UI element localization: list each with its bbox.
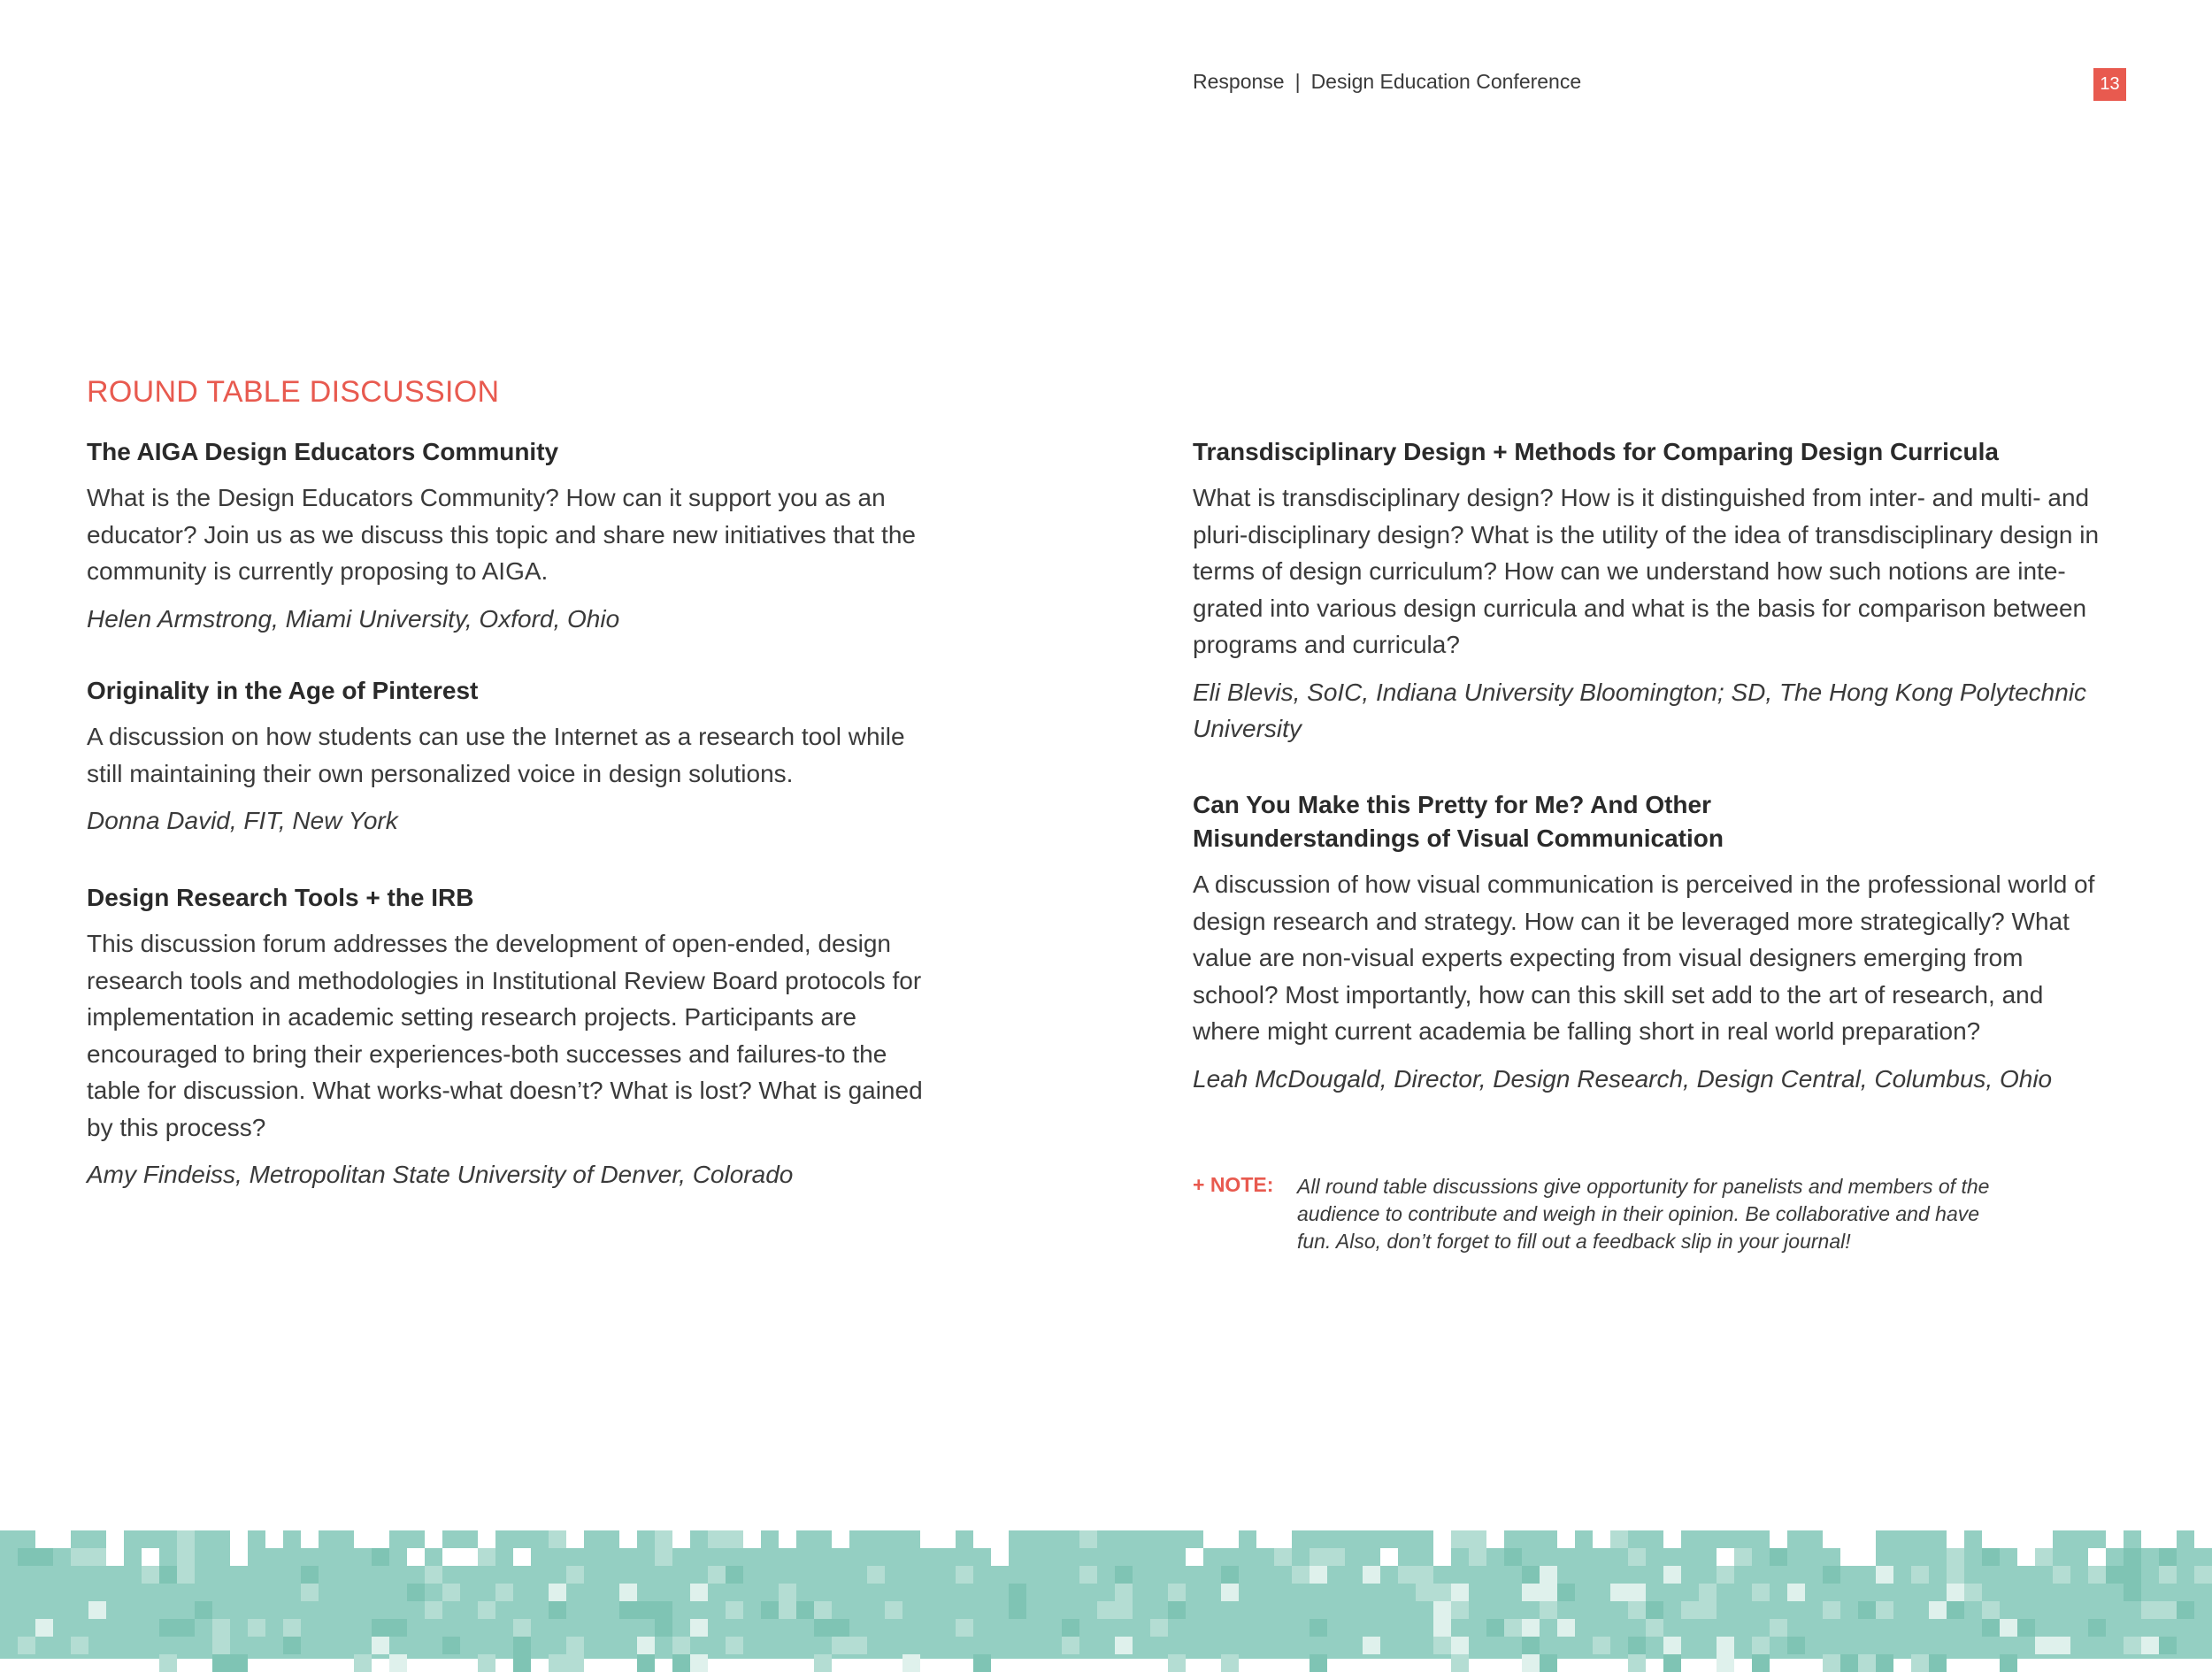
- pixel-tile: [672, 1637, 690, 1654]
- pixel-tile: [212, 1654, 230, 1672]
- pixel-tile: [1858, 1548, 1876, 1566]
- pixel-tile: [1593, 1530, 1610, 1548]
- pixel-tile: [1787, 1637, 1805, 1654]
- pixel-tile: [1557, 1619, 1575, 1637]
- pixel-tile: [372, 1530, 389, 1548]
- session-description: This discussion forum addresses the development of open-ended, design research tools and methodologies in Institutional Review Board protocols for implementation in academic setting research projects. Participants are encouraged to bring their experiences-both successes and failures-to the table for discussion. What works-what doesn’t? What is lost? What is gained by this process?: [87, 930, 923, 1141]
- note-text: All round table discussions give opportunity for panelists and members of the audience to contribute and weigh in their opinion. Be collaborative and have fun. Also, don’t forget to fill out a feedback slip in your journal!: [1297, 1175, 1990, 1253]
- pixel-tile: [672, 1530, 690, 1548]
- pixel-tile: [637, 1637, 655, 1654]
- pixel-tile: [1469, 1530, 1486, 1548]
- pixel-tile: [1221, 1584, 1239, 1601]
- pixel-tile: [832, 1530, 849, 1548]
- pixel-tile: [566, 1566, 584, 1584]
- pixel-tile: [1433, 1548, 1451, 1566]
- pixel-tile: [53, 1530, 71, 1548]
- pixel-tile: [1380, 1548, 1398, 1566]
- pixel-tile: [1097, 1601, 1115, 1619]
- pixel-tile: [212, 1637, 230, 1654]
- pixel-tile: [885, 1601, 902, 1619]
- pixel-tile: [549, 1601, 566, 1619]
- pixel-tile: [1823, 1566, 1840, 1584]
- pixel-tile: [478, 1530, 495, 1548]
- pixel-tile: [2106, 1566, 2124, 1584]
- pixel-tile: [177, 1619, 195, 1637]
- pixel-tile: [726, 1637, 743, 1654]
- pixel-tile: [1292, 1566, 1310, 1584]
- pixel-tile: [1433, 1584, 1451, 1601]
- pixel-tile: [2017, 1530, 2035, 1548]
- pixel-tile: [1221, 1530, 1239, 1548]
- header-title: Design Education Conference: [1310, 70, 1582, 93]
- session-speaker: Donna David, FIT, New York: [87, 807, 398, 834]
- pixel-tile: [637, 1601, 655, 1619]
- pixel-tile: [743, 1530, 761, 1548]
- pixel-tile: [35, 1548, 53, 1566]
- pixel-tile: [2017, 1548, 2035, 1566]
- pixel-tile: [1168, 1601, 1186, 1619]
- pixel-tile: [655, 1601, 672, 1619]
- pixel-tile: [230, 1530, 248, 1548]
- pixel-tile: [18, 1548, 35, 1566]
- pixel-tile: [2124, 1584, 2141, 1601]
- pixel-tile: [2035, 1530, 2053, 1548]
- pixel-tile: [2141, 1637, 2159, 1654]
- pixel-tile: [1734, 1548, 1752, 1566]
- pixel-tile: [1186, 1548, 1203, 1566]
- session-title: Originality in the Age of Pinterest: [87, 677, 479, 704]
- pixel-tile: [637, 1654, 655, 1672]
- pixel-tile: [1522, 1637, 1540, 1654]
- pixel-tile: [1168, 1654, 1186, 1672]
- pixel-tile: [1911, 1654, 1929, 1672]
- pixel-tile: [1699, 1584, 1717, 1601]
- pixel-tile: [1522, 1566, 1540, 1584]
- pixel-tile: [2053, 1637, 2070, 1654]
- pixel-tile: [1752, 1584, 1770, 1601]
- pixel-tile: [1929, 1654, 1947, 1672]
- pixel-tile: [1770, 1619, 1787, 1637]
- pixel-tile: [1115, 1584, 1133, 1601]
- pixel-tile: [230, 1548, 248, 1566]
- pixel-tile: [549, 1584, 566, 1601]
- pixel-tile: [195, 1601, 212, 1619]
- pixel-tile: [1947, 1530, 1964, 1548]
- pixel-tile: [230, 1654, 248, 1672]
- pixel-tile: [2159, 1530, 2177, 1548]
- pixel-tile: [142, 1566, 159, 1584]
- pixel-tile: [71, 1637, 88, 1654]
- pixel-tile: [1717, 1654, 1734, 1672]
- session-speaker: Leah McDougald, Director, Design Research, Design Central, Columbus, Ohio: [1193, 1064, 2053, 1093]
- pixel-tile: [619, 1530, 637, 1548]
- pixel-tile: [1876, 1601, 1893, 1619]
- pixel-tile: [248, 1619, 265, 1637]
- session-originality-pinterest: [87, 674, 936, 840]
- pixel-tile: [389, 1654, 407, 1672]
- pixel-tile: [779, 1601, 796, 1619]
- pixel-tile: [2124, 1637, 2141, 1654]
- pixel-tile: [354, 1530, 372, 1548]
- pixel-tile: [88, 1548, 106, 1566]
- pixel-tile: [478, 1548, 495, 1566]
- session-research-tools-irb: [87, 881, 936, 1193]
- pixel-tile: [549, 1530, 566, 1548]
- pixel-tile: [1823, 1654, 1840, 1672]
- pixel-tile: [88, 1601, 106, 1619]
- pixel-tile: [177, 1566, 195, 1584]
- pixel-tile: [779, 1530, 796, 1548]
- pixel-tile: [1079, 1566, 1097, 1584]
- pixel-tile: [779, 1584, 796, 1601]
- pixel-tile: [2159, 1601, 2177, 1619]
- pixel-tile: [283, 1619, 301, 1637]
- pixel-tile: [2141, 1601, 2159, 1619]
- pixel-tile: [2106, 1530, 2124, 1548]
- pixel-tile: [726, 1566, 743, 1584]
- pixel-tile: [71, 1548, 88, 1566]
- pixel-tile: [159, 1619, 177, 1637]
- pixel-tile: [1504, 1619, 1522, 1637]
- pixel-tile: [956, 1619, 973, 1637]
- pixel-tile: [1433, 1637, 1451, 1654]
- pixel-tile: [1628, 1584, 1646, 1601]
- pixel-tile: [495, 1584, 513, 1601]
- pixel-tile: [672, 1654, 690, 1672]
- pixel-tile: [1256, 1530, 1274, 1548]
- pixel-tile: [2194, 1566, 2212, 1584]
- pixel-tile: [1947, 1584, 1964, 1601]
- pixel-tile: [1433, 1601, 1451, 1619]
- session-description: A discussion of how visual communication is perceived in the professional world of design research and strategy. How can it be leveraged more strategically? What value are non-visual experts expecting from visual designers emerging from school? Most importantly, how can this skill set add to the art of research, and where might current academia be falling short in real world preparation?: [1193, 871, 2095, 1045]
- pixel-tile: [761, 1601, 779, 1619]
- pixel-tile: [1433, 1530, 1451, 1548]
- pixel-tile: [1310, 1654, 1327, 1672]
- pixel-tile: [796, 1601, 814, 1619]
- pixel-tile: [2194, 1530, 2212, 1548]
- pixel-tile: [2141, 1530, 2159, 1548]
- pixel-tile: [566, 1654, 584, 1672]
- pixel-tile: [690, 1654, 708, 1672]
- pixel-tile: [1522, 1654, 1540, 1672]
- pixel-tile: [1079, 1530, 1097, 1548]
- pixel-tile: [1451, 1584, 1469, 1601]
- pixel-tile: [1009, 1584, 1026, 1601]
- pixel-tile: [2000, 1530, 2017, 1548]
- pixel-tile: [35, 1530, 53, 1548]
- pixel-tile: [991, 1548, 1009, 1566]
- pixel-tile: [513, 1637, 531, 1654]
- pixel-tile: [1681, 1601, 1699, 1619]
- pixel-tile: [1486, 1619, 1504, 1637]
- pixel-tile: [35, 1619, 53, 1637]
- pixel-tile: [1451, 1637, 1469, 1654]
- pixel-tile: [1840, 1548, 1858, 1566]
- pixel-tile: [2124, 1548, 2141, 1566]
- pixel-tile: [1168, 1584, 1186, 1601]
- pixel-tile: [1699, 1601, 1717, 1619]
- page-number-badge: 13: [2093, 68, 2126, 101]
- pixel-tile: [1982, 1548, 2000, 1566]
- session-title: The AIGA Design Educators Community: [87, 438, 559, 465]
- pixel-tile: [372, 1548, 389, 1566]
- pixel-tile: [1628, 1601, 1646, 1619]
- pixel-tile: [1557, 1584, 1575, 1601]
- pixel-tile: [1787, 1584, 1805, 1601]
- pixel-tile: [1717, 1637, 1734, 1654]
- pixel-tile: [549, 1654, 566, 1672]
- session-make-this-pretty: [1193, 788, 2113, 1097]
- pixel-tile: [1964, 1584, 1982, 1601]
- pixel-tile: [1115, 1601, 1133, 1619]
- pixel-tile: [301, 1584, 319, 1601]
- pixel-tile: [1982, 1601, 2000, 1619]
- pixel-tile: [1610, 1530, 1628, 1548]
- pixel-tile: [1911, 1566, 1929, 1584]
- pixel-tile: [2159, 1548, 2177, 1566]
- pixel-tile: [902, 1654, 920, 1672]
- pixel-tile: [1876, 1566, 1893, 1584]
- pixel-tile: [1398, 1566, 1416, 1584]
- pixel-tile: [1274, 1530, 1292, 1548]
- pixel-tile: [566, 1637, 584, 1654]
- pixel-tile: [1947, 1548, 1964, 1566]
- pixel-tile: [1823, 1530, 1840, 1548]
- note-label: + NOTE:: [1193, 1173, 1274, 1196]
- pixel-tile: [1717, 1548, 1734, 1566]
- pixel-tile: [372, 1619, 389, 1637]
- pixel-pattern-footer: [0, 1530, 2212, 1659]
- pixel-tile: [2124, 1566, 2141, 1584]
- pixel-tile: [513, 1654, 531, 1672]
- session-description: A discussion on how students can use the Internet as a research tool while still maintaining their own personalized voice in design solutions.: [87, 723, 905, 787]
- pixel-tile: [655, 1548, 672, 1566]
- pixel-tile: [655, 1530, 672, 1548]
- pixel-tile: [2088, 1566, 2106, 1584]
- pixel-tile: [814, 1619, 832, 1637]
- pixel-tile: [619, 1601, 637, 1619]
- pixel-tile: [142, 1548, 159, 1566]
- pixel-tile: [832, 1619, 849, 1637]
- pixel-tile: [425, 1601, 442, 1619]
- session-aiga-community: [87, 435, 936, 637]
- pixel-tile: [1451, 1601, 1469, 1619]
- pixel-tile: [1115, 1566, 1133, 1584]
- pixel-tile: [1504, 1548, 1522, 1566]
- pixel-tile: [1646, 1601, 1663, 1619]
- pixel-tile: [2177, 1601, 2194, 1619]
- pixel-tile: [690, 1619, 708, 1637]
- pixel-tile: [478, 1654, 495, 1672]
- pixel-tile: [354, 1654, 372, 1672]
- session-description: What is the Design Educators Community? How can it support you as an educator? Join us as we discuss this topic and share new initiatives that the community is currently proposing to AIGA.: [87, 484, 916, 585]
- pixel-tile: [1557, 1530, 1575, 1548]
- pixel-tile: [1770, 1530, 1787, 1548]
- pixel-tile: [1062, 1619, 1079, 1637]
- pixel-tile: [442, 1584, 460, 1601]
- pixel-tile: [1540, 1601, 1557, 1619]
- pixel-tile: [1310, 1566, 1327, 1584]
- pixel-tile: [1858, 1530, 1876, 1548]
- pixel-tile: [1274, 1548, 1292, 1566]
- pixel-tile: [460, 1548, 478, 1566]
- pixel-tile: [1469, 1548, 1486, 1566]
- pixel-tile: [1858, 1654, 1876, 1672]
- pixel-tile: [1009, 1601, 1026, 1619]
- pixel-tile: [1522, 1619, 1540, 1637]
- pixel-tile: [442, 1548, 460, 1566]
- session-speaker: Helen Armstrong, Miami University, Oxford, Ohio: [87, 604, 620, 633]
- pixel-tile: [265, 1530, 283, 1548]
- pixel-tile: [1663, 1637, 1681, 1654]
- pixel-tile: [1628, 1654, 1646, 1672]
- pixel-tile: [1663, 1654, 1681, 1672]
- pixel-tile: [2000, 1619, 2017, 1637]
- pixel-tile: [2035, 1548, 2053, 1566]
- pixel-tile: [18, 1637, 35, 1654]
- pixel-tile: [1203, 1530, 1221, 1548]
- session-title: Can You Make this Pretty for Me? And Other Misunderstandings of Visual Communication: [1193, 791, 1724, 852]
- pixel-tile: [1823, 1601, 1840, 1619]
- pixel-tile: [938, 1530, 956, 1548]
- pixel-tile: [1947, 1601, 1964, 1619]
- pixel-tile: [1451, 1654, 1469, 1672]
- pixel-tile: [1221, 1654, 1239, 1672]
- pixel-tile: [867, 1566, 885, 1584]
- pixel-tile: [1062, 1637, 1079, 1654]
- pixel-tile: [1363, 1566, 1380, 1584]
- pixel-tile: [513, 1548, 531, 1566]
- pixel-tile: [1929, 1601, 1947, 1619]
- running-header: [1193, 70, 1581, 94]
- pixel-tile: [407, 1584, 425, 1601]
- pixel-tile: [1628, 1548, 1646, 1566]
- pixel-tile: [159, 1654, 177, 1672]
- pixel-tile: [283, 1637, 301, 1654]
- pixel-tile: [1593, 1637, 1610, 1654]
- pixel-tile: [991, 1530, 1009, 1548]
- pixel-tile: [1115, 1637, 1133, 1654]
- pixel-tile: [1221, 1566, 1239, 1584]
- pixel-tile: [1363, 1637, 1380, 1654]
- session-title: Design Research Tools + the IRB: [87, 884, 474, 911]
- pixel-tile: [177, 1548, 195, 1566]
- pixel-tile: [1752, 1654, 1770, 1672]
- pixel-tile: [1486, 1530, 1504, 1548]
- pixel-tile: [832, 1637, 849, 1654]
- pixel-tile: [1663, 1566, 1681, 1584]
- pixel-tile: [973, 1530, 991, 1548]
- pixel-tile: [1522, 1584, 1540, 1601]
- pixel-tile: [106, 1530, 124, 1548]
- pixel-tile: [2035, 1637, 2053, 1654]
- pixel-tile: [301, 1566, 319, 1584]
- pixel-tile: [301, 1530, 319, 1548]
- pixel-tile: [478, 1601, 495, 1619]
- pixel-tile: [1982, 1530, 2000, 1548]
- pixel-tile: [1310, 1619, 1327, 1637]
- pixel-tile: [372, 1637, 389, 1654]
- pixel-tile: [159, 1566, 177, 1584]
- pixel-tile: [1310, 1548, 1327, 1566]
- pixel-tile: [2088, 1619, 2106, 1637]
- pixel-tile: [106, 1548, 124, 1566]
- pixel-tile: [1540, 1584, 1557, 1601]
- pixel-tile: [708, 1530, 726, 1548]
- pixel-tile: [425, 1530, 442, 1548]
- session-transdisciplinary-design: [1193, 435, 2113, 748]
- session-title: Transdisciplinary Design + Methods for Comparing Design Curricula: [1193, 438, 1999, 465]
- pixel-tile: [814, 1601, 832, 1619]
- pixel-tile: [956, 1566, 973, 1584]
- section-heading: ROUND TABLE DISCUSSION: [87, 375, 500, 409]
- pixel-tile: [2017, 1619, 2035, 1637]
- session-speaker: Amy Findeiss, Metropolitan State University of Denver, Colorado: [87, 1161, 794, 1188]
- header-separator: |: [1294, 70, 1301, 93]
- pixel-tile: [1770, 1548, 1787, 1566]
- pixel-tile: [1540, 1566, 1557, 1584]
- pixel-tile: [814, 1654, 832, 1672]
- pixel-tile: [1752, 1637, 1770, 1654]
- pixel-tile: [1947, 1566, 1964, 1584]
- pixel-tile: [1451, 1530, 1469, 1548]
- pixel-tile: [1416, 1566, 1433, 1584]
- pixel-tile: [1416, 1584, 1433, 1601]
- pixel-tile: [849, 1637, 867, 1654]
- session-description: What is transdisciplinary design? How is it distinguished from inter- and multi- and pluri-disciplinary design? What is the utility of the idea of transdisciplinary design in terms of design curriculum? How can we understand how such notions are inte-grated into various design curricula and what is the basis for comparison between programs and curricula?: [1193, 484, 2100, 658]
- pixel-tile: [1858, 1601, 1876, 1619]
- pixel-tile: [1628, 1637, 1646, 1654]
- pixel-tile: [708, 1566, 726, 1584]
- pixel-tile: [655, 1619, 672, 1637]
- pixel-tile: [1150, 1619, 1168, 1637]
- pixel-tile: [1982, 1619, 2000, 1637]
- pixel-tile: [1433, 1619, 1451, 1637]
- pixel-tile: [2159, 1637, 2177, 1654]
- pixel-tile: [1540, 1654, 1557, 1672]
- pixel-tile: [212, 1619, 230, 1637]
- pixel-tile: [442, 1637, 460, 1654]
- pixel-tile: [1840, 1530, 1858, 1548]
- pixel-tile: [1646, 1619, 1663, 1637]
- pixel-tile: [566, 1530, 584, 1548]
- pixel-tile: [1876, 1654, 1893, 1672]
- pixel-tile: [407, 1548, 425, 1566]
- pixel-tile: [1717, 1566, 1734, 1584]
- pixel-tile: [973, 1654, 991, 1672]
- pixel-tile: [2088, 1548, 2106, 1566]
- session-speaker: Eli Blevis, SoIC, Indiana University Bloomington; SD, The Hong Kong Polytechnic University: [1193, 678, 2087, 742]
- pixel-tile: [920, 1530, 938, 1548]
- pixel-tile: [726, 1601, 743, 1619]
- pixel-tile: [389, 1619, 407, 1637]
- pixel-tile: [2000, 1654, 2017, 1672]
- pixel-tile: [726, 1530, 743, 1548]
- pixel-tile: [2159, 1566, 2177, 1584]
- pixel-tile: [690, 1584, 708, 1601]
- pixel-tile: [1663, 1530, 1681, 1548]
- pixel-tile: [1610, 1584, 1628, 1601]
- pixel-tile: [619, 1584, 637, 1601]
- pixel-tile: [1327, 1548, 1345, 1566]
- header-section: Response: [1193, 70, 1285, 93]
- pixel-tile: [177, 1530, 195, 1548]
- pixel-tile: [2053, 1566, 2070, 1584]
- pixel-tile: [513, 1619, 531, 1637]
- pixel-tile: [425, 1566, 442, 1584]
- pixel-tile: [1840, 1654, 1858, 1672]
